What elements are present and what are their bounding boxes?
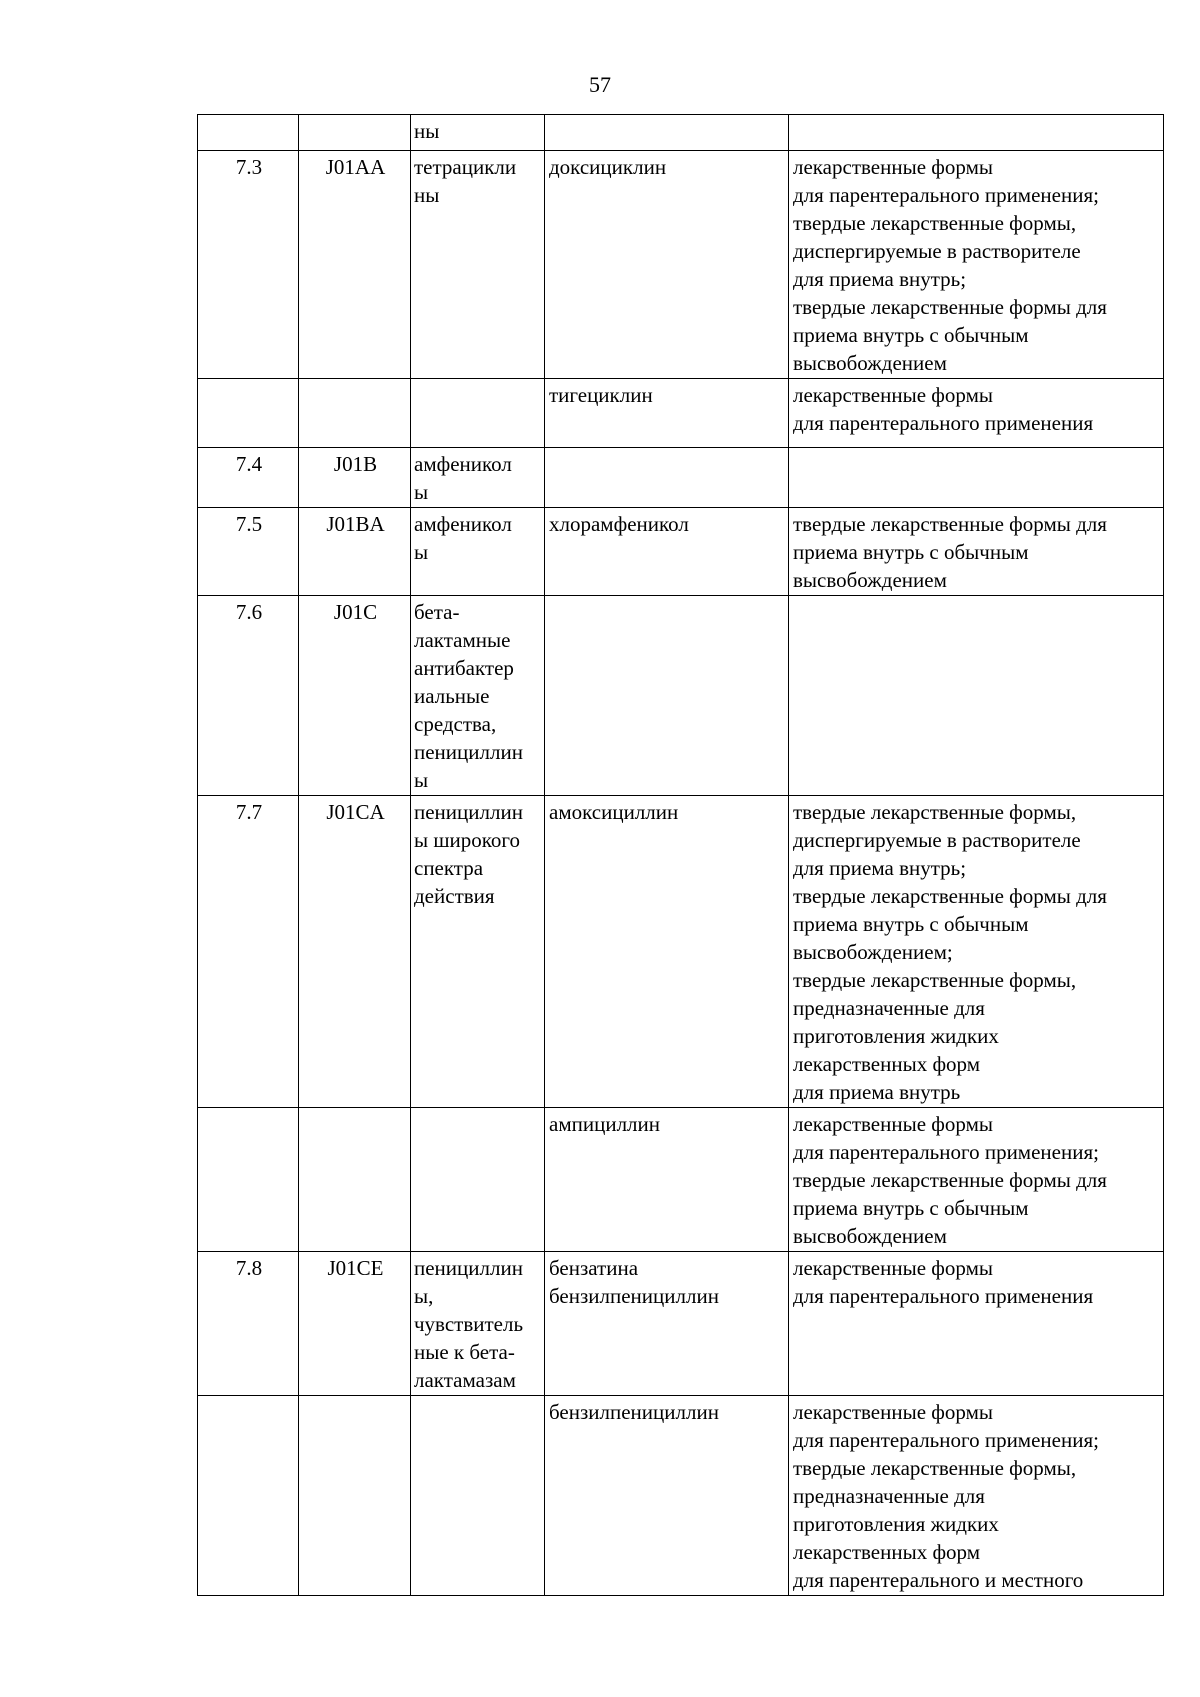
drug-name: доксициклин bbox=[545, 151, 789, 379]
drug-name: амоксициллин bbox=[545, 796, 789, 1108]
dosage-forms: лекарственные формы для парентерального применения; твердые лекарственные формы для приема внутрь с обычным высвобождением bbox=[789, 1108, 1164, 1252]
table-row bbox=[198, 1252, 1164, 1396]
pharmacological-group: амфеникол ы bbox=[411, 508, 545, 596]
drug-name: бензилпенициллин bbox=[545, 1396, 789, 1596]
drug-name bbox=[545, 115, 789, 151]
atc-code bbox=[299, 115, 411, 151]
pharmacological-group bbox=[411, 1396, 545, 1596]
row-number bbox=[198, 1108, 299, 1252]
row-number: 7.3 bbox=[198, 151, 299, 379]
page-number: 57 bbox=[589, 72, 611, 97]
table-row bbox=[198, 115, 1164, 151]
atc-code bbox=[299, 379, 411, 448]
row-number: 7.4 bbox=[198, 448, 299, 508]
row-number: 7.8 bbox=[198, 1252, 299, 1396]
atc-code: J01CE bbox=[299, 1252, 411, 1396]
drug-name: бензатина бензилпенициллин bbox=[545, 1252, 789, 1396]
dosage-forms: лекарственные формы для парентерального применения; твердые лекарственные формы, предназначенные для приготовления жидких лекарственных форм для парентерального и местного bbox=[789, 1396, 1164, 1596]
drug-name bbox=[545, 448, 789, 508]
drug-table bbox=[197, 114, 1164, 1596]
pharmacological-group bbox=[411, 1108, 545, 1252]
pharmacological-group: пенициллин ы широкого спектра действия bbox=[411, 796, 545, 1108]
drug-name: хлорамфеникол bbox=[545, 508, 789, 596]
pharmacological-group: пенициллин ы, чувствитель ные к бета- лактамазам bbox=[411, 1252, 545, 1396]
dosage-forms: твердые лекарственные формы для приема внутрь с обычным высвобождением bbox=[789, 508, 1164, 596]
dosage-forms: твердые лекарственные формы, диспергируемые в растворителе для приема внутрь; твердые лекарственные формы для приема внутрь с обычным высвобождением; твердые лекарственные формы, предназначенные для приготовления жидких лекарственных форм для приема внутрь bbox=[789, 796, 1164, 1108]
dosage-forms bbox=[789, 448, 1164, 508]
atc-code: J01C bbox=[299, 596, 411, 796]
row-number: 7.7 bbox=[198, 796, 299, 1108]
drug-name: ампициллин bbox=[545, 1108, 789, 1252]
table-row bbox=[198, 508, 1164, 596]
atc-code: J01CA bbox=[299, 796, 411, 1108]
pharmacological-group: амфеникол ы bbox=[411, 448, 545, 508]
pharmacological-group: тетрацикли ны bbox=[411, 151, 545, 379]
table-row bbox=[198, 151, 1164, 379]
row-number bbox=[198, 1396, 299, 1596]
dosage-forms: лекарственные формы для парентерального применения; твердые лекарственные формы, диспергируемые в растворителе для приема внутрь; твердые лекарственные формы для приема внутрь с обычным высвобождением bbox=[789, 151, 1164, 379]
row-number: 7.6 bbox=[198, 596, 299, 796]
row-number: 7.5 bbox=[198, 508, 299, 596]
dosage-forms bbox=[789, 115, 1164, 151]
atc-code bbox=[299, 1396, 411, 1596]
atc-code bbox=[299, 1108, 411, 1252]
table-row bbox=[198, 796, 1164, 1108]
dosage-forms: лекарственные формы для парентерального применения bbox=[789, 1252, 1164, 1396]
pharmacological-group bbox=[411, 379, 545, 448]
table-row bbox=[198, 448, 1164, 508]
pharmacological-group: бета- лактамные антибактер иальные средства, пенициллин ы bbox=[411, 596, 545, 796]
row-number bbox=[198, 379, 299, 448]
atc-code: J01B bbox=[299, 448, 411, 508]
pharmacological-group: ны bbox=[411, 115, 545, 151]
dosage-forms: лекарственные формы для парентерального применения bbox=[789, 379, 1164, 448]
atc-code: J01AA bbox=[299, 151, 411, 379]
drug-name: тигециклин bbox=[545, 379, 789, 448]
table-row bbox=[198, 379, 1164, 448]
atc-code: J01BA bbox=[299, 508, 411, 596]
table-row bbox=[198, 1108, 1164, 1252]
row-number bbox=[198, 115, 299, 151]
dosage-forms bbox=[789, 596, 1164, 796]
table-row bbox=[198, 1396, 1164, 1596]
table-row bbox=[198, 596, 1164, 796]
drug-name bbox=[545, 596, 789, 796]
